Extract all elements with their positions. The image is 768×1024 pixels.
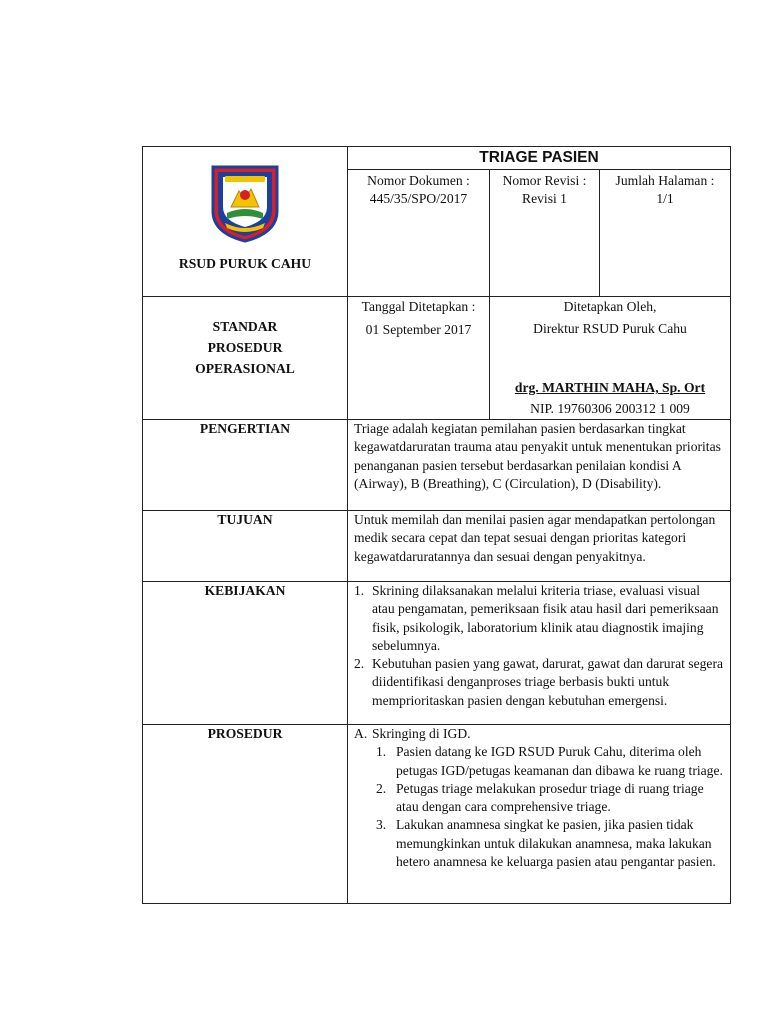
set-by-title: Direktur RSUD Puruk Cahu [533,321,687,337]
authority-cell [490,297,731,420]
sop-table [142,146,731,904]
header-title-row [143,147,731,170]
kebijakan-row [143,582,731,725]
date-value: 01 September 2017 [365,322,472,338]
list-text: Kebutuhan pasien yang gawat, darurat, gawat dan darurat segera diidentifikasi denganproses triage berbasis bukti untuk memprioritaskan pasien dengan kebutuhan emergensi. [372,656,724,708]
list-number: 2. [354,656,365,672]
list-item [376,816,726,871]
hospital-name: RSUD PURUK CAHU [178,256,312,271]
logo-cell [143,147,348,297]
tujuan-label: TUJUAN [143,511,348,582]
prosedur-label: PROSEDUR [143,725,348,904]
list-item [376,743,726,780]
tujuan-text: Untuk memilah dan menilai pasien agar mendapatkan pertolongan medik secara cepat dan tepat sesuai dengan prioritas kategori kegawatdaruratannya dan sesuai dengan penyakitnya. [348,511,731,582]
revision-value: Revisi 1 [522,191,567,207]
sop-title-line-2: PROSEDUR [207,340,283,355]
revision-cell [490,170,600,297]
kebijakan-list [354,582,726,710]
sop-title [143,316,347,379]
doc-number-value: 445/35/SPO/2017 [369,191,468,207]
regency-coat-of-arms-icon [207,163,283,243]
doc-number-cell [348,170,490,297]
date-label: Tanggal Ditetapkan : [361,299,476,314]
pages-value: 1/1 [656,191,674,207]
tujuan-row [143,511,731,582]
pages-cell [600,170,731,297]
doc-number-label: Nomor Dokumen : [367,173,470,188]
kebijakan-label: KEBIJAKAN [143,582,348,725]
prosedur-body [348,725,731,904]
sop-title-cell [143,297,348,420]
list-text: Lakukan anamnesa singkat ke pasien, jika pasien tidak memungkinkan untuk dilakukan anamnesa, maka lakukan hetero anamnesa ke keluarga pasien atau pengantar pasien. [396,817,716,870]
section-title: Skringing di IGD. [372,726,471,741]
list-number: 1. [376,744,387,760]
document-title: TRIAGE PASIEN [348,147,731,170]
list-text: Skrining dilaksanakan melalui kriteria triase, evaluasi visual atau pengamatan, pemeriksaan fisik atau hasil dari pemeriksaan fisik, psikologik, laboratorium klinik atau diagnostik imajing sebelumnya. [372,583,719,653]
list-number: 1. [354,583,365,598]
sop-title-line-1: STANDAR [212,319,278,334]
kebijakan-body [348,582,731,725]
list-number: 3. [376,817,387,833]
set-by-label: Ditetapkan Oleh, [563,299,657,314]
list-text: Petugas triage melakukan prosedur triage di ruang triage atau dengan cara comprehensive triage. [396,780,704,815]
sop-row [143,297,731,420]
list-item [354,655,726,710]
prosedur-row [143,725,731,904]
sop-title-line-3: OPERASIONAL [195,361,295,376]
prosedur-section-a [354,725,726,743]
pengertian-row [143,420,731,511]
list-number: 2. [376,780,387,796]
section-letter: A. [354,726,368,741]
list-text: Pasien datang ke IGD RSUD Puruk Cahu, diterima oleh petugas IGD/petugas keamanan dan dibawa ke ruang triage. [396,744,723,778]
pages-label: Jumlah Halaman : [615,173,715,188]
revision-label: Nomor Revisi : [502,173,587,188]
pengertian-label: PENGERTIAN [143,420,348,511]
pengertian-text: Triage adalah kegiatan pemilahan pasien berdasarkan tingkat kegawatdaruratan trauma atau penyakit untuk menentukan prioritas penanganan pasien tersebut berdasarkan penilaian kondisi A (Airway), B (Breathing), C (Circulation), D (Disability). [348,420,731,511]
signer-nip: NIP. 19760306 200312 1 009 [530,401,690,416]
date-cell [348,297,490,420]
prosedur-steps [354,743,726,871]
signer-name: drg. MARTHIN MAHA, Sp. Ort [514,380,706,395]
list-item [376,780,726,817]
list-item [354,582,726,655]
